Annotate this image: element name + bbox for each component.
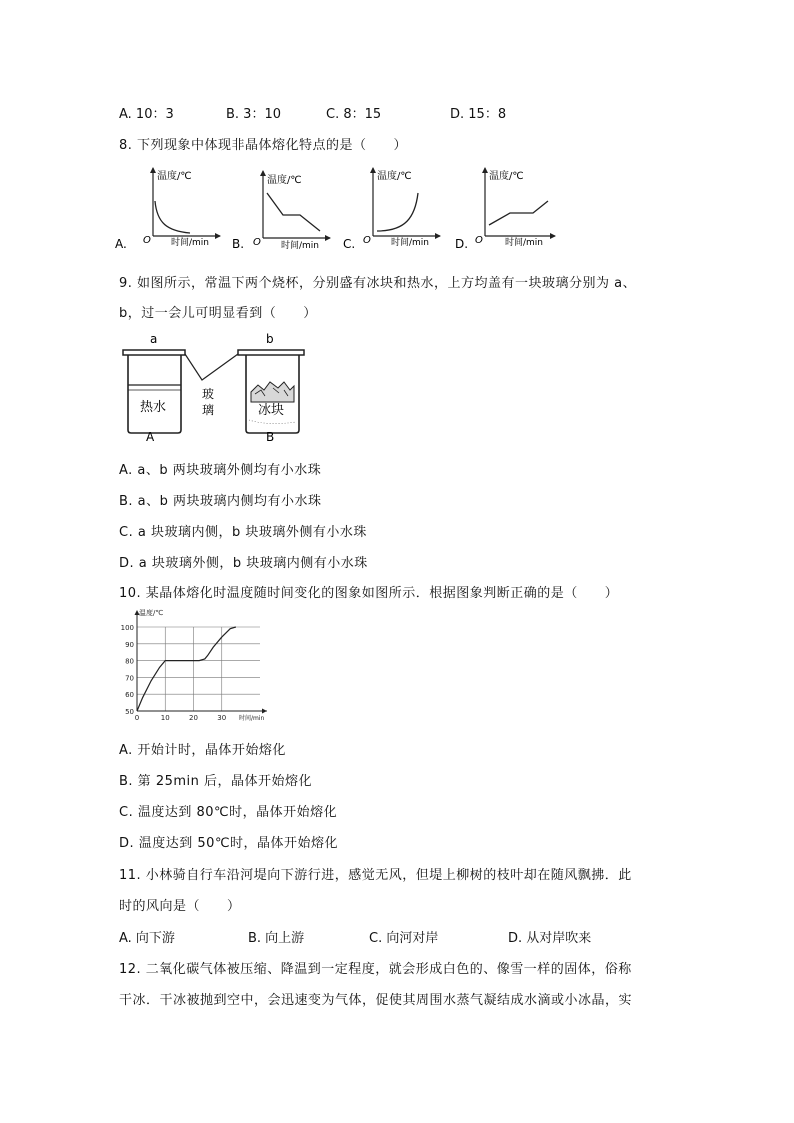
chart-x-arrow bbox=[262, 709, 267, 714]
chart-ytick-label: 100 bbox=[120, 624, 134, 632]
q8-graph-a bbox=[115, 168, 220, 251]
q9-option-c: C. a 块玻璃内侧，b 块玻璃外侧有小水珠 bbox=[119, 525, 367, 540]
chart-ytick-label: 60 bbox=[125, 691, 134, 700]
chart-xtick-label: 10 bbox=[160, 714, 170, 722]
chart-ytick-label: 80 bbox=[125, 657, 134, 666]
q7-option-d: D. 15：8 bbox=[450, 107, 507, 122]
q9-option-d: D. a 块玻璃外侧，b 块玻璃内侧有小水珠 bbox=[119, 556, 368, 571]
q11-option-a: A. 向下游 bbox=[119, 931, 175, 946]
chart-xtick-label: 30 bbox=[217, 714, 227, 722]
q8-d-xlabel: 时间/min bbox=[505, 238, 544, 248]
q8-graph-c bbox=[343, 168, 440, 251]
chart-xtick-label: 20 bbox=[189, 714, 198, 722]
q8-b-xlabel: 时间/min bbox=[281, 241, 320, 251]
q9-stem-line1: 9. 如图所示，常温下两个烧杯，分别盛有冰块和热水，上方均盖有一块玻璃分别为 a、 bbox=[119, 276, 637, 291]
ice-label: 冰块 bbox=[258, 403, 285, 418]
q8-letter-b: B. bbox=[232, 237, 245, 251]
q7-option-a: A. 10：3 bbox=[119, 107, 174, 122]
q10-chart bbox=[115, 605, 275, 723]
q10-option-c: C. 温度达到 80℃时，晶体开始熔化 bbox=[119, 805, 338, 820]
glass-label-a: a bbox=[150, 332, 158, 346]
q10-stem: 10. 某晶体熔化时温度随时间变化的图象如图所示．根据图象判断正确的是（ ） bbox=[119, 586, 619, 601]
q8-c-xlabel: 时间/min bbox=[391, 238, 430, 248]
q9-beakers-figure bbox=[118, 330, 313, 445]
chart-xtick-label: 0 bbox=[134, 714, 140, 722]
glass-plate-b bbox=[238, 350, 304, 355]
q11-stem-line1: 11. 小林骑自行车沿河堤向下游行进，感觉无风，但堤上柳树的枝叶却在随风飘拂．此 bbox=[119, 868, 632, 883]
beaker-a bbox=[128, 355, 181, 433]
q8-d-ylabel: 温度/℃ bbox=[489, 171, 524, 182]
q9-stem-line2: b，过一会儿可明显看到（ ） bbox=[119, 306, 317, 321]
q8-graph-b bbox=[232, 171, 330, 251]
chart-ytick-label: 70 bbox=[125, 674, 134, 683]
q8-graphs bbox=[115, 163, 560, 253]
chart-ytick-label: 50 bbox=[125, 708, 134, 716]
chart-ytick-label: 90 bbox=[125, 640, 134, 649]
q9-option-b: B. a、b 两块玻璃内侧均有小水珠 bbox=[119, 494, 322, 509]
beaker-a-label: A bbox=[146, 430, 155, 444]
glass-label-b: b bbox=[266, 332, 274, 346]
q8-b-origin: O bbox=[253, 237, 261, 248]
q11-option-b: B. 向上游 bbox=[248, 931, 305, 946]
q11-stem-line2: 时的风向是（ ） bbox=[119, 899, 241, 914]
q8-letter-d: D. bbox=[455, 237, 469, 251]
q10-option-d: D. 温度达到 50℃时，晶体开始熔化 bbox=[119, 836, 339, 851]
q8-b-ylabel: 温度/℃ bbox=[267, 175, 302, 186]
q8-a-origin: O bbox=[143, 235, 151, 246]
q8-c-origin: O bbox=[363, 235, 371, 246]
q8-c-ylabel: 温度/℃ bbox=[377, 171, 412, 182]
q10-option-a: A. 开始计时，晶体开始熔化 bbox=[119, 743, 286, 758]
chart-xlabel: 时间/min bbox=[239, 715, 265, 722]
q11-option-c: C. 向河对岸 bbox=[369, 931, 439, 946]
chart-ylabel: 温度/℃ bbox=[139, 609, 164, 617]
q12-line2: 干冰．干冰被抛到空中，会迅速变为气体，促使其周围水蒸气凝结成水滴或小冰晶，实 bbox=[119, 993, 633, 1008]
glass-plate-a bbox=[123, 350, 185, 355]
q8-d-origin: O bbox=[475, 235, 483, 246]
q8-graph-d bbox=[455, 168, 555, 251]
glass-label-1: 玻 bbox=[202, 387, 215, 401]
hot-water-label: 热水 bbox=[140, 400, 167, 415]
q8-stem: 8. 下列现象中体现非晶体熔化特点的是（ ） bbox=[119, 138, 408, 153]
q11-option-d: D. 从对岸吹来 bbox=[508, 931, 592, 946]
q10-option-b: B. 第 25min 后，晶体开始熔化 bbox=[119, 774, 313, 789]
q7-option-c: C. 8：15 bbox=[326, 107, 382, 122]
q7-option-b: B. 3：10 bbox=[226, 107, 281, 122]
chart-series-line bbox=[137, 627, 236, 711]
glass-label-2: 璃 bbox=[202, 403, 215, 417]
q8-a-xlabel: 时间/min bbox=[171, 238, 210, 248]
q8-letter-a: A. bbox=[115, 237, 127, 251]
beaker-b-label: B bbox=[266, 430, 275, 444]
q8-a-ylabel: 温度/℃ bbox=[157, 171, 192, 182]
q12-line1: 12. 二氧化碳气体被压缩、降温到一定程度，就会形成白色的、像雪一样的固体，俗称 bbox=[119, 962, 632, 977]
q8-letter-c: C. bbox=[343, 237, 356, 251]
q9-option-a: A. a、b 两块玻璃外侧均有小水珠 bbox=[119, 463, 322, 478]
